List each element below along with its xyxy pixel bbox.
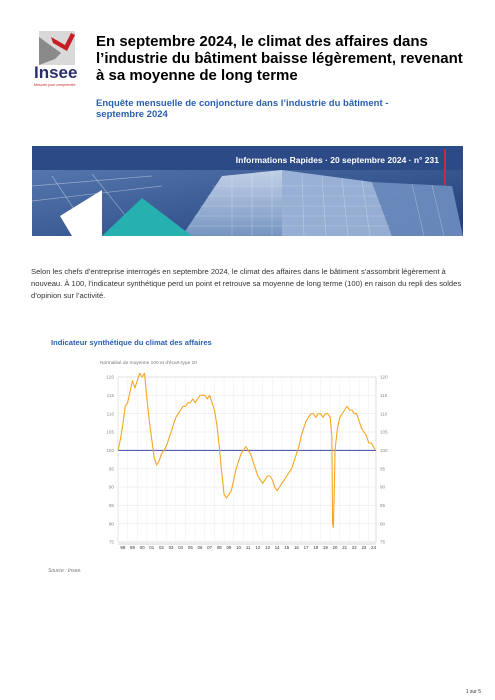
page-number: 1 sur 5 bbox=[465, 689, 481, 695]
x-tick-label: 07 bbox=[207, 545, 213, 550]
business-climate-chart bbox=[93, 352, 393, 562]
x-tick-label: 14 bbox=[274, 545, 280, 550]
y-tick-label-left: 95 bbox=[108, 466, 114, 472]
x-tick-label: 03 bbox=[168, 545, 174, 550]
x-tick-label: 01 bbox=[149, 545, 155, 550]
y-tick-label-right: 120 bbox=[380, 374, 388, 380]
x-tick-label: 00 bbox=[139, 545, 145, 550]
banner-publication-info: Informations Rapides · 20 septembre 2024 · n° 231 bbox=[235, 155, 439, 165]
x-tick-label: 99 bbox=[130, 545, 135, 550]
y-tick-label-right: 115 bbox=[380, 392, 388, 398]
source-note: Source : Insee. bbox=[48, 568, 82, 574]
y-tick-label-right: 105 bbox=[380, 429, 388, 435]
x-tick-label: 20 bbox=[332, 545, 338, 550]
x-tick-label: 23 bbox=[361, 545, 367, 550]
x-tick-label: 19 bbox=[322, 545, 328, 550]
y-tick-label-left: 90 bbox=[108, 484, 114, 490]
y-tick-label-left: 120 bbox=[106, 374, 114, 380]
x-tick-label: 17 bbox=[303, 545, 309, 550]
y-tick-label-right: 100 bbox=[380, 447, 388, 453]
page-title: En septembre 2024, le climat des affaires dans l’industrie du bâtiment baisse légèrement, revenant à sa moyenne de long terme bbox=[96, 33, 463, 84]
x-tick-label: 15 bbox=[284, 545, 290, 550]
y-tick-label-left: 110 bbox=[106, 411, 114, 417]
x-tick-label: 10 bbox=[236, 545, 242, 550]
chart-svg bbox=[93, 352, 393, 557]
y-tick-label-left: 100 bbox=[106, 447, 114, 453]
x-tick-label: 16 bbox=[293, 545, 299, 550]
x-tick-label: 98 bbox=[120, 545, 126, 550]
x-tick-label: 06 bbox=[197, 545, 203, 550]
x-tick-label: 09 bbox=[226, 545, 232, 550]
x-tick-label: 18 bbox=[313, 545, 319, 550]
x-tick-label: 02 bbox=[158, 545, 164, 550]
y-tick-label-right: 75 bbox=[380, 539, 386, 545]
y-tick-label-left: 75 bbox=[108, 539, 114, 545]
x-tick-label: 22 bbox=[351, 545, 357, 550]
logo-tagline: Mesurer pour comprendre bbox=[34, 83, 76, 87]
chart-title: Indicateur synthétique du climat des affaires bbox=[51, 338, 212, 347]
y-tick-label-right: 95 bbox=[380, 466, 386, 472]
insee-logo bbox=[31, 31, 91, 89]
x-tick-label: 11 bbox=[245, 545, 251, 550]
logo-wordmark: Insee bbox=[34, 63, 78, 82]
header-banner bbox=[32, 146, 463, 236]
x-tick-label: 21 bbox=[342, 545, 348, 550]
y-tick-label-left: 85 bbox=[108, 502, 114, 508]
y-tick-label-left: 105 bbox=[106, 429, 114, 435]
x-tick-label: 13 bbox=[265, 545, 270, 550]
chart-subtitle: Normalisé de moyenne 100 et d'écart-type 10 bbox=[100, 361, 197, 366]
intro-paragraph: Selon les chefs d’entreprise interrogés en septembre 2024, le climat des affaires dans le bâtiment s’assombrit légèrement à nouveau. À 100, l’indicateur synthétique perd un point et retrouve sa moyenne de long terme (100) en raison du repli des soldes d’opinion sur l’activité. bbox=[31, 267, 462, 300]
x-tick-label: 05 bbox=[187, 545, 193, 550]
y-tick-label-right: 110 bbox=[380, 411, 388, 417]
y-tick-label-left: 80 bbox=[108, 521, 114, 527]
page-subtitle: Enquête mensuelle de conjoncture dans l’industrie du bâtiment - septembre 2024 bbox=[96, 98, 389, 120]
y-tick-label-right: 90 bbox=[380, 484, 386, 490]
x-tick-label: 24 bbox=[371, 545, 377, 550]
x-tick-label: 08 bbox=[216, 545, 222, 550]
x-tick-label: 12 bbox=[255, 545, 261, 550]
y-tick-label-right: 80 bbox=[380, 521, 386, 527]
y-tick-label-left: 115 bbox=[106, 392, 114, 398]
x-tick-label: 04 bbox=[178, 545, 184, 550]
y-tick-label-right: 85 bbox=[380, 502, 386, 508]
